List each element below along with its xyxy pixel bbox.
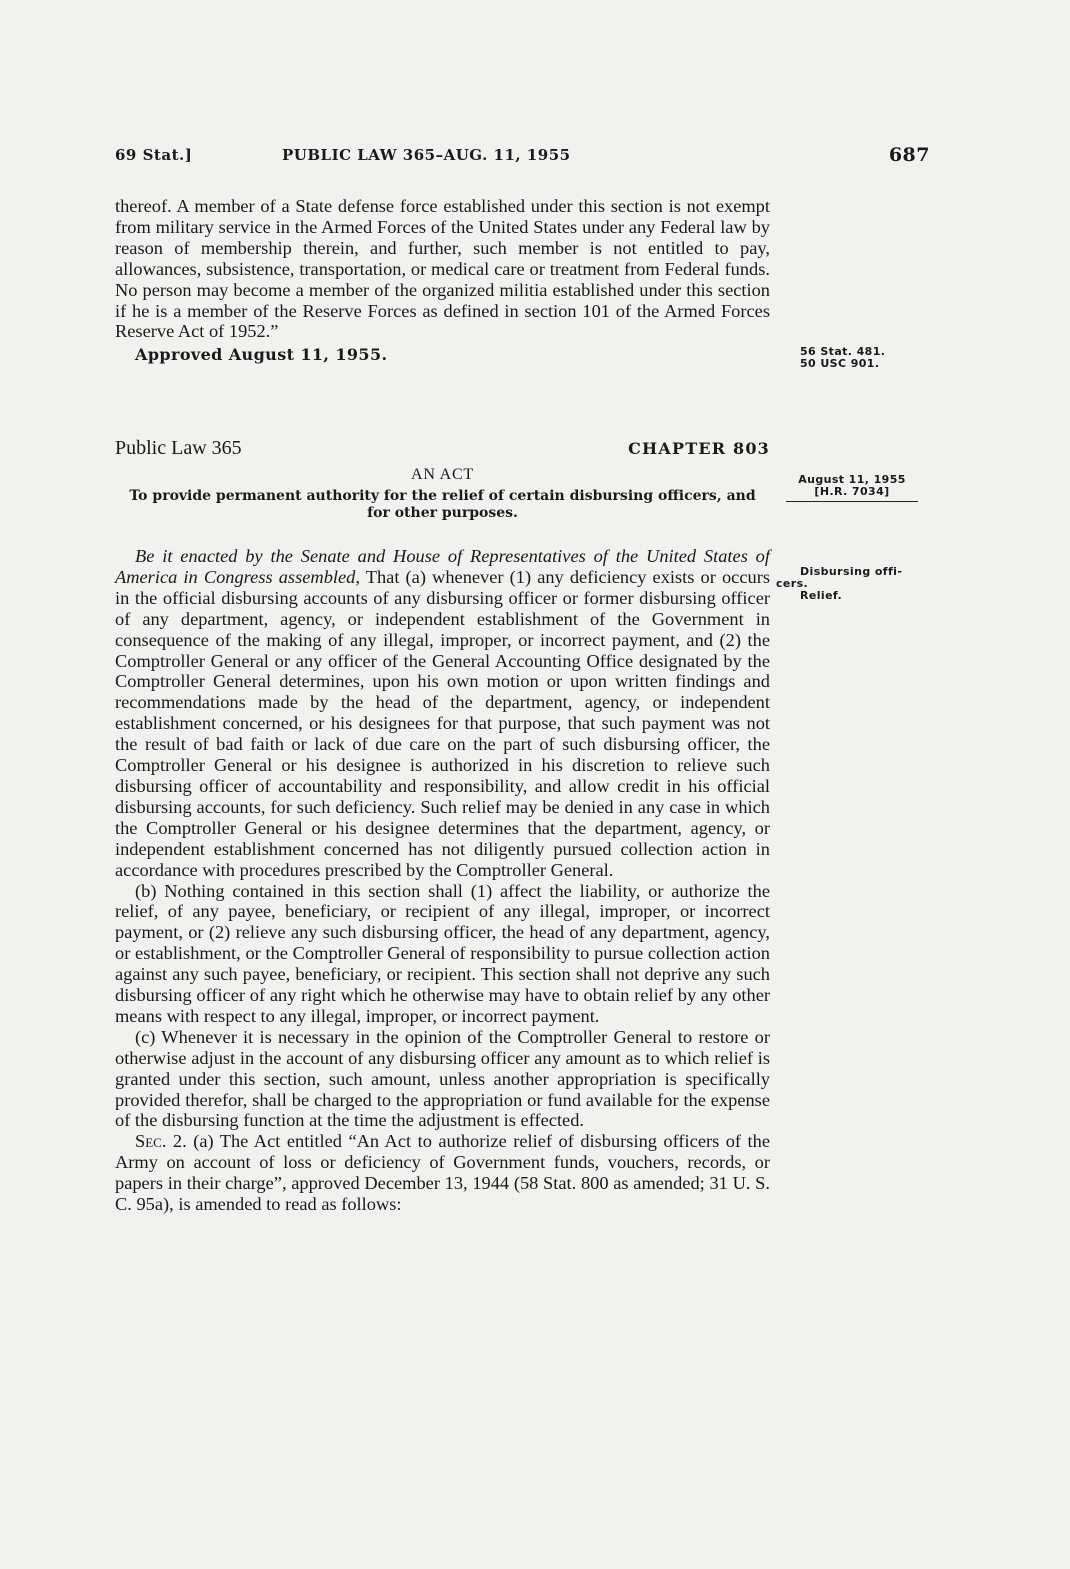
citation-line-1: 56 Stat. 481. (800, 345, 886, 358)
margin-date: August 11, 1955 (798, 473, 906, 486)
margin-rule (786, 501, 918, 502)
continued-paragraph: thereof. A member of a State defense force established under this section is not exempt from military service in the Armed Forces of the United States under any Federal law by reason of membership therein, and further, such member is not entitled to pay, allowances, subsistence, transportation, or medical care or treatment from Federal funds. No person may become a member of the organized militia established under this section if he is a member of the Reserve Forces as defined in section 101 of the Armed Forces Reserve Act of 1952.” (115, 196, 770, 342)
page-number: 687 (888, 144, 930, 166)
approval-date: Approved August 11, 1955. (135, 345, 388, 365)
section-2-label: Sec. 2. (135, 1131, 187, 1152)
paragraph-a-text: That (a) whenever (1) any deficiency exists or occurs in the official disbursing accounts of any disbursing officer or former disbursing officer of any department, agency, or independent establishment of the Government in consequence of the making of any illegal, improper, or incorrect payment, and (2) the Comptroller General or any officer of the General Accounting Office designated by the Comptroller General determines, upon his own motion or upon written findings and recommendations made by the head of the department, agency, or independent establishment concerned, or his designees for that purpose, that such payment was not the result of bad faith or lack of due care on the part of such disbursing officer, the Comptroller General or his designee is authorized in his discretion to relieve such disbursing officer of accountability and responsibility, and allow credit in his official disbursing accounts, for such deficiency. Such relief may be denied in any case in which the Comptroller General or his designee determines that the department, agency, or independent establishment concerned has not diligently pursued collection action in accordance with procedures prescribed by the Comptroller General. (115, 566, 770, 880)
public-law-number: Public Law 365 (115, 437, 242, 459)
citation-line-2: 50 USC 901. (800, 357, 880, 370)
margin-bill-number: [H.R. 7034] (814, 485, 890, 498)
continued-section (115, 196, 770, 365)
margin-date-note (786, 474, 918, 502)
subject-line-1: Disbursing offi- (800, 565, 903, 578)
section-1-paragraph-c: (c) Whenever it is necessary in the opinion of the Comptroller General to restore or otherwise adjust in the account of any disbursing officer any amount as to which relief is granted under this section, such amount, unless another appropriation is specifically provided therefor, shall be charged to the appropriation or fund available for the expense of the disbursing function at the time the adjustment is effected. (115, 1026, 770, 1131)
section-2-text: (a) The Act entitled “An Act to authorize relief of disbursing officers of the Army on account of loss or deficiency of Government funds, vouchers, records, or papers in their charge”, approved December 13, 1944 (58 Stat. 800 as amended; 31 U. S. C. 95a), is amended to read as follows: (115, 1131, 771, 1215)
act-purpose (115, 488, 770, 522)
an-act-heading: AN ACT (410, 466, 475, 483)
volume-reference: 69 Stat.] (115, 146, 193, 164)
section-1-paragraph-b: (b) Nothing contained in this section shall (1) affect the liability, or authorize the relief, of any payee, beneficiary, or recipient of any illegal, improper, or incorrect payment, or (2) relieve any such disbursing officer, the head of any department, agency, or establishment, or the Comptroller General of responsibility to pursue collection action against any such payee, beneficiary, or recipient. This section shall not deprive any such disbursing officer of any right which he otherwise may have to obtain relief by any other means with respect to any illegal, improper, or incorrect payment. (115, 880, 770, 1026)
chapter-number: CHAPTER 803 (628, 439, 770, 458)
margin-subject-note (776, 566, 902, 602)
margin-citation (800, 346, 885, 370)
section-2-paragraph-a (115, 1131, 770, 1215)
subject-line-2: cers. (776, 577, 809, 590)
running-title: PUBLIC LAW 365–AUG. 11, 1955 (282, 146, 571, 164)
subject-line-3: Relief. (800, 589, 843, 602)
enacting-clause: Be it enacted by the Senate and House of Representatives of the United States of America in Congress assembled, (115, 546, 770, 587)
purpose-line-1: To provide permanent authority for the relief of certain disbursing officers, and (129, 488, 756, 504)
act-body (115, 546, 770, 1215)
purpose-line-2: for other purposes. (367, 505, 518, 521)
section-1-paragraph-a (115, 546, 770, 881)
